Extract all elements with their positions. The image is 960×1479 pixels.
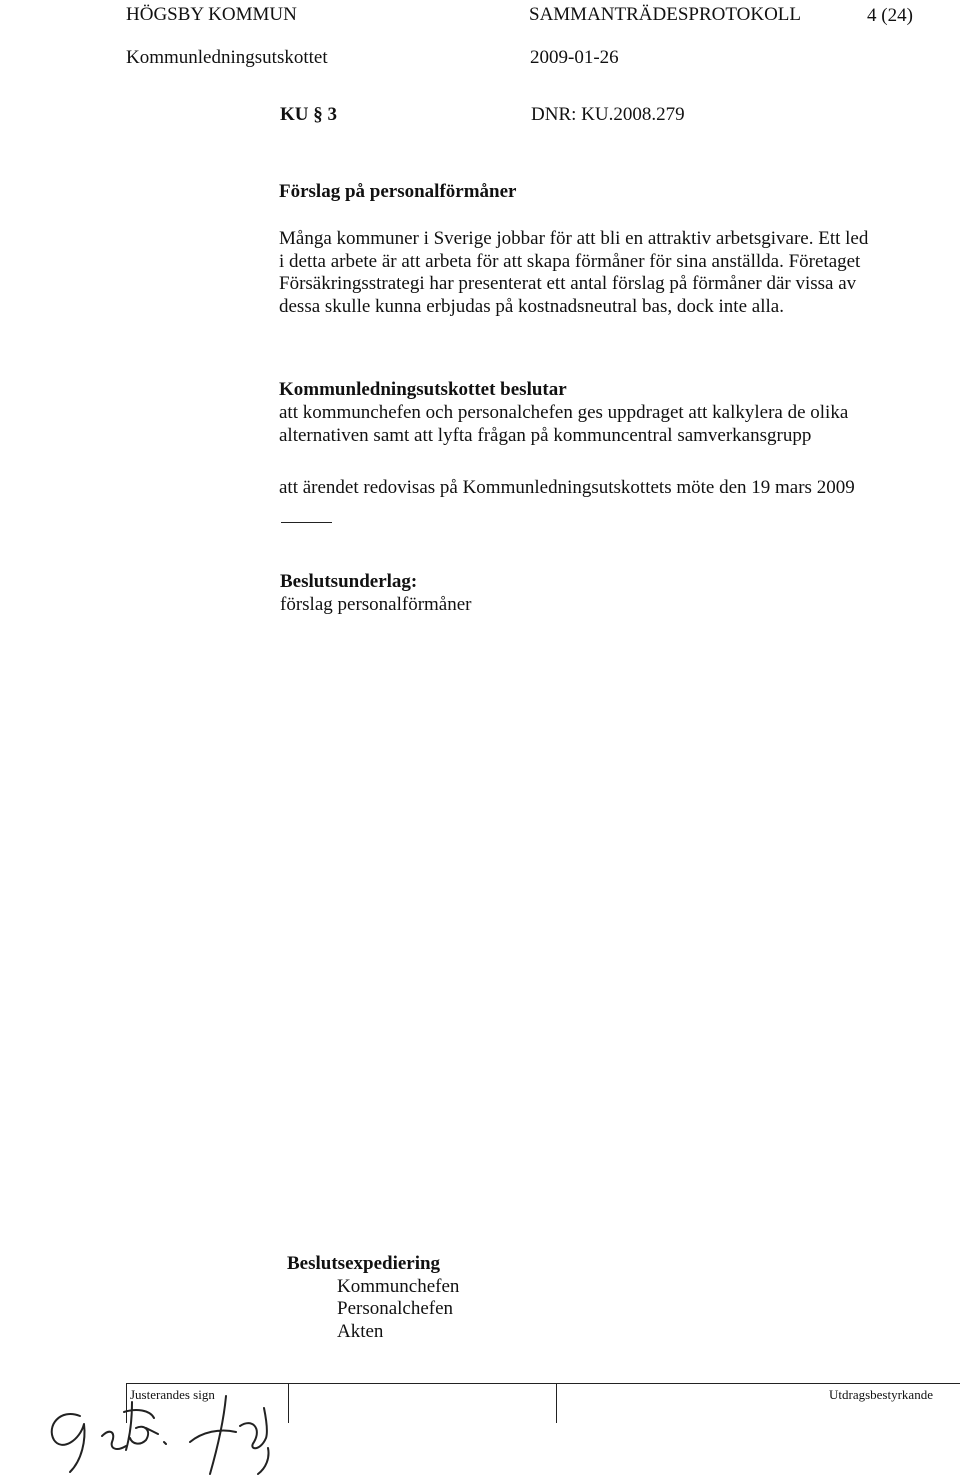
footer-divider-right (556, 1383, 557, 1423)
footer-rule (126, 1383, 960, 1384)
section-divider (281, 522, 332, 523)
decision-heading: Kommunledningsutskottet beslutar (279, 379, 567, 400)
intro-line: i detta arbete är att arbeta för att skapa förmåner för sina anställda. Företaget (279, 250, 861, 272)
case-dnr: DNR: KU.2008.279 (531, 104, 685, 125)
dispatch-recipient: Akten (337, 1321, 384, 1342)
section-number: KU § 3 (280, 104, 337, 125)
municipality-name: HÖGSBY KOMMUN (126, 4, 297, 25)
dispatch-recipient: Kommunchefen (337, 1276, 460, 1297)
decision-line: att kommunchefen och personalchefen ges uppdraget att kalkylera de olika (279, 402, 849, 423)
dispatch-recipient: Personalchefen (337, 1298, 454, 1319)
basis-item: förslag personalförmåner (280, 594, 472, 615)
signature-initials (40, 1388, 300, 1478)
decision-line: alternativen samt att lyfta frågan på kommuncentral samverkansgrupp (279, 424, 812, 446)
intro-line: dessa skulle kunna erbjudas på kostnadsneutral bas, dock inte alla. (279, 295, 784, 317)
decision-paragraph (279, 402, 949, 447)
meeting-date: 2009-01-26 (530, 47, 619, 68)
document-type: SAMMANTRÄDESPROTOKOLL (529, 4, 802, 25)
dispatch-heading: Beslutsexpediering (287, 1253, 441, 1274)
extract-label: Utdragsbestyrkande (829, 1387, 933, 1402)
intro-line: Försäkringsstrategi har presenterat ett antal förslag på förmåner där vissa av (279, 273, 857, 294)
committee-name: Kommunledningsutskottet (126, 47, 328, 68)
intro-paragraph (279, 228, 949, 318)
item-title: Förslag på personalförmåner (279, 181, 517, 202)
page-number: 4 (24) (867, 5, 913, 26)
adjuster-label: Justerandes sign (130, 1387, 215, 1402)
basis-heading: Beslutsunderlag: (280, 571, 418, 592)
intro-line: Många kommuner i Sverige jobbar för att bli en attraktiv arbetsgivare. Ett led (279, 228, 869, 249)
decision-line-2: att ärendet redovisas på Kommunledningsutskottets möte den 19 mars 2009 (279, 477, 855, 498)
